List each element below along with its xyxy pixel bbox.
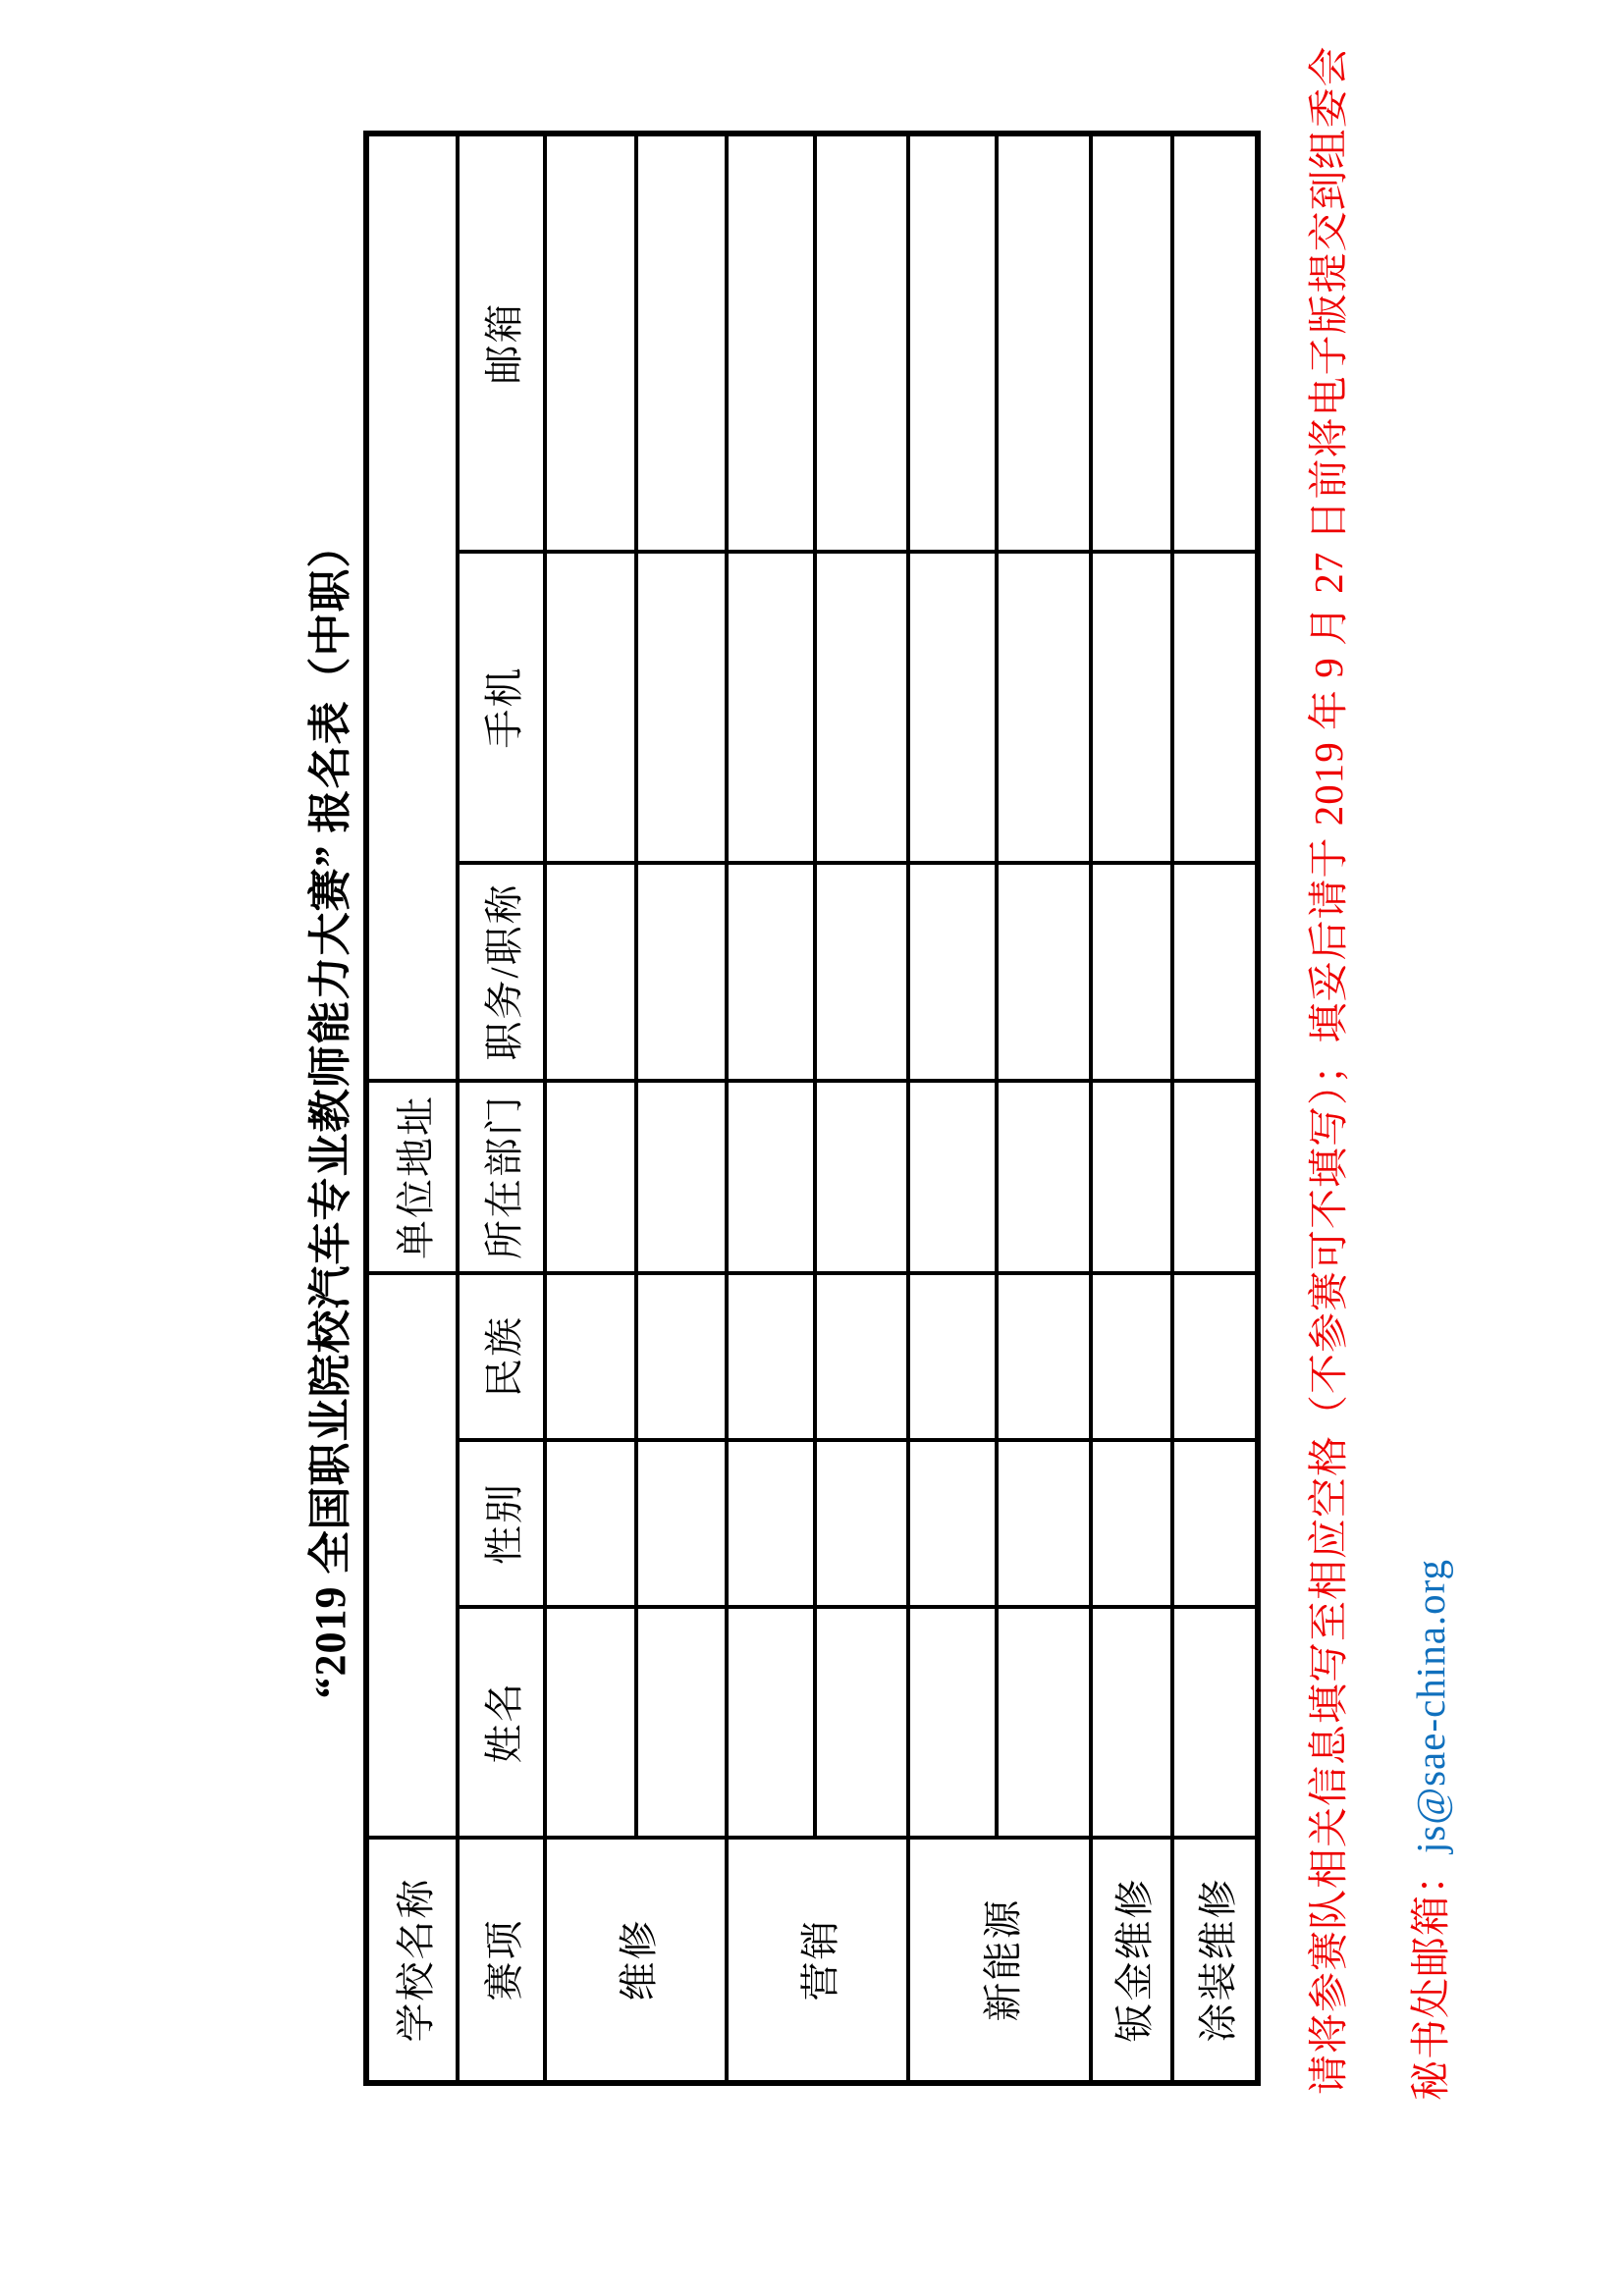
form-title: “2019 全国职业院校汽车专业教师能力大赛” 报名表（中职） (306, 523, 354, 1699)
empty-cell (815, 133, 908, 552)
empty-cell (636, 1607, 727, 1838)
empty-cell (545, 1440, 636, 1607)
empty-cell (636, 1273, 727, 1440)
event-label-cell-yingxiao: 营销 (727, 1838, 908, 2083)
empty-cell (545, 1273, 636, 1440)
empty-cell (545, 552, 636, 863)
empty-cell (1172, 1440, 1258, 1607)
empty-cell (545, 1081, 636, 1273)
email-link[interactable]: js@sae-china.org (1408, 1558, 1453, 1853)
empty-cell (1172, 1273, 1258, 1440)
empty-cell (727, 1440, 815, 1607)
empty-cell (1091, 863, 1172, 1081)
unit-address-label-cell: 单位地址 (366, 1081, 458, 1273)
table-row (1091, 133, 1172, 2083)
table-row (997, 133, 1091, 2083)
empty-cell (997, 1081, 1091, 1273)
empty-cell (636, 1081, 727, 1273)
header-cell-name: 姓名 (458, 1607, 545, 1838)
empty-cell (908, 552, 997, 863)
event-label-cell-tuzhuang: 涂装维修 (1172, 1838, 1258, 2083)
empty-cell (997, 133, 1091, 552)
empty-cell (727, 133, 815, 552)
empty-cell (636, 133, 727, 552)
empty-cell (636, 1440, 727, 1607)
header-cell-title: 职务/职称 (458, 863, 545, 1081)
header-cell-email: 邮箱 (458, 133, 545, 552)
empty-cell (636, 863, 727, 1081)
empty-cell (908, 1081, 997, 1273)
table-row (636, 133, 727, 2083)
empty-cell (815, 1273, 908, 1440)
table-row (1172, 133, 1258, 2083)
header-cell-ethnicity: 民族 (458, 1273, 545, 1440)
header-cell-department: 所在部门 (458, 1081, 545, 1273)
empty-cell (1172, 1081, 1258, 1273)
empty-cell (545, 863, 636, 1081)
empty-cell (997, 1273, 1091, 1440)
empty-cell (815, 1607, 908, 1838)
empty-cell (1172, 552, 1258, 863)
empty-cell (1172, 863, 1258, 1081)
event-label-cell-banjin: 钣金维修 (1091, 1838, 1172, 2083)
note-line-2 (1398, 1559, 1456, 2101)
empty-cell (1091, 1273, 1172, 1440)
empty-cell (908, 1440, 997, 1607)
school-name-value-cell (366, 1273, 458, 1838)
empty-cell (727, 863, 815, 1081)
empty-cell (997, 552, 1091, 863)
empty-cell (815, 863, 908, 1081)
empty-cell (1091, 133, 1172, 552)
empty-cell (1091, 1607, 1172, 1838)
table-row (545, 133, 636, 2083)
empty-cell (908, 133, 997, 552)
empty-cell (997, 1440, 1091, 1607)
empty-cell (545, 1607, 636, 1838)
empty-cell (908, 1607, 997, 1838)
empty-cell (727, 1273, 815, 1440)
note-line-2-label: 秘书处邮箱： (1408, 1853, 1453, 2101)
school-name-label-cell: 学校名称 (366, 1838, 458, 2083)
event-label-cell-weixiu: 维修 (545, 1838, 727, 2083)
unit-address-value-cell (366, 133, 458, 1081)
table-row (366, 133, 458, 2083)
empty-cell (997, 863, 1091, 1081)
table-row (908, 133, 997, 2083)
empty-cell (908, 1273, 997, 1440)
empty-cell (1091, 1081, 1172, 1273)
empty-cell (1172, 1607, 1258, 1838)
empty-cell (997, 1607, 1091, 1838)
empty-cell (636, 552, 727, 863)
empty-cell (727, 552, 815, 863)
header-cell-gender: 性别 (458, 1440, 545, 1607)
empty-cell (815, 1081, 908, 1273)
event-label-cell-xinnengyuan: 新能源 (908, 1838, 1091, 2083)
empty-cell (545, 133, 636, 552)
empty-cell (815, 552, 908, 863)
empty-cell (727, 1081, 815, 1273)
table-row (815, 133, 908, 2083)
empty-cell (1091, 552, 1172, 863)
empty-cell (1091, 1440, 1172, 1607)
table-row (727, 133, 815, 2083)
event-header-cell: 赛项 (458, 1838, 545, 2083)
note-line-1 (1296, 46, 1354, 2096)
header-cell-mobile: 手机 (458, 552, 545, 863)
note-line-1-text: 请将参赛队相关信息填写至相应空格（不参赛可不填写）；填妥后请于 2019 年 9 月 27 日前将电子版提交到组委会 (1306, 45, 1351, 2095)
empty-cell (1172, 133, 1258, 552)
table-header-row (458, 133, 545, 2083)
registration-table (363, 131, 1261, 2086)
empty-cell (727, 1607, 815, 1838)
empty-cell (815, 1440, 908, 1607)
empty-cell (908, 863, 997, 1081)
